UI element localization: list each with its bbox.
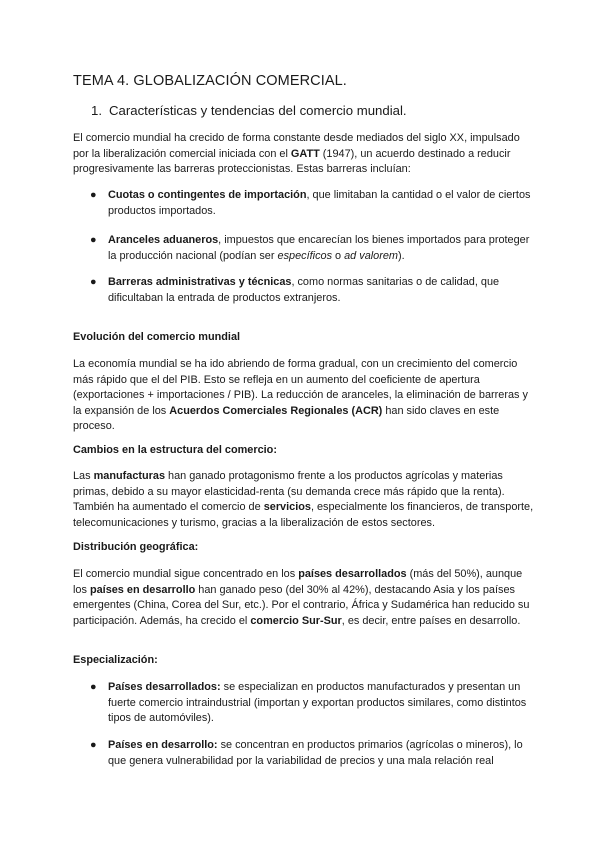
bullet-icon: ● [90,739,97,751]
structure-text-1: Las [73,470,94,482]
structure-paragraph [73,469,538,531]
intro-paragraph [73,131,538,178]
manufacturas-term: manufacturas [93,470,166,482]
specialization-heading: Especialización: [73,654,158,666]
bullet-icon: ● [90,234,97,246]
barrier-term: Barreras administrativas y técnicas [108,276,292,288]
barrier-item-quotas [90,188,540,219]
barrier-desc: , que limitaban la cantidad o el valor de ciertos productos importados. [108,189,531,217]
structure-text-3: , especialmente los financieros, de transporte, telecomunicaciones y turismo, gracias a la liberalización de estos sectores. [73,501,534,529]
evolution-text-2: han sido claves en este proceso. [73,404,500,433]
barrier-desc: , impuestos que encarecían los bienes importados para proteger la producción nacional (podían ser [108,234,530,262]
barrier-desc: , como normas sanitarias o de calidad, que dificultaban la entrada de productos extranjeros. [108,276,500,304]
structure-heading: Cambios en la estructura del comercio: [73,444,277,456]
section-number: 1. [91,103,102,118]
bullet-icon: ● [90,276,97,288]
sursur-term: comercio Sur-Sur [250,614,342,627]
distribution-text-1: El comercio mundial sigue concentrado en los [73,568,299,580]
barrier-end: ). [398,249,405,262]
specialization-desc: se concentran en productos primarios (agrícolas o mineros), lo que genera vulnerabilidad por la variabilidad de precios y una mala relación real [108,739,523,767]
gatt-term: GATT [290,147,320,160]
section-heading [91,103,407,118]
en-desarrollo-term: países en desarrollo [89,583,196,596]
evolution-text-1: La economía mundial se ha ido abriendo de forma gradual, con un crecimiento del comercio más rápido que el del PIB. Esto se refleja en un aumento del coeficiente de apertura (exportaciones + importaciones / PIB). La reducción de aranceles, la eliminación de barreras y la expansión de los [73,358,528,417]
document-title: TEMA 4. GLOBALIZACIÓN COMERCIAL. [73,73,347,89]
bullet-icon: ● [90,189,97,201]
specialization-term: Países en desarrollo: [108,739,218,751]
desarrollados-term: países desarrollados [298,568,407,580]
distribution-text-4: , es decir, entre países en desarrollo. [341,614,521,627]
specialization-desc: se especializan en productos manufacturados y presentan un fuerte comercio intraindustrial (importan y exportan productos similares, como distintos tipos de automóviles). [108,681,527,725]
barrier-mid: o [332,249,345,262]
structure-text-2: han ganado protagonismo frente a los productos agrícolas y materias primas, debido a su mayor elasticidad-renta (su demanda crece más rápido que la renta). También ha aumentado el comercio de [73,470,505,514]
distribution-text-2: (más del 50%), aunque los [73,568,523,596]
bullet-icon: ● [90,681,97,693]
distribution-heading: Distribución geográfica: [73,541,199,553]
servicios-term: servicios [263,501,311,514]
specialization-item-developing [90,738,540,769]
specialization-term: Países desarrollados: [108,681,221,693]
barrier-term: Cuotas o contingentes de importación [108,189,307,201]
intro-text-1: El comercio mundial ha crecido de forma constante desde mediados del siglo XX, impulsado por la liberalización comercial iniciada con el [73,132,520,160]
intro-text-2: (1947), un acuerdo destinado a reducir progresivamente las barreras proteccionistas. Estas barreras incluían: [73,147,511,176]
distribution-paragraph [73,567,538,629]
specialization-item-developed [90,680,540,727]
barrier-italic-1: específicos [277,249,333,262]
barrier-item-administrative [90,275,540,306]
barrier-item-tariffs [90,233,540,264]
barrier-term: Aranceles aduaneros [108,234,219,246]
acr-term: Acuerdos Comerciales Regionales (ACR) [169,404,383,417]
section-title: Características y tendencias del comercio mundial. [109,103,407,118]
barrier-italic-2: ad valorem [344,249,398,262]
distribution-text-3: han ganado peso (del 30% al 42%), destacando Asia y los países emergentes (China, Corea del Sur, etc.). Por el contrario, África y Sudamérica han reducido su participación. Además, ha crecido el [73,583,530,627]
evolution-heading: Evolución del comercio mundial [73,331,241,343]
evolution-paragraph [73,357,538,435]
